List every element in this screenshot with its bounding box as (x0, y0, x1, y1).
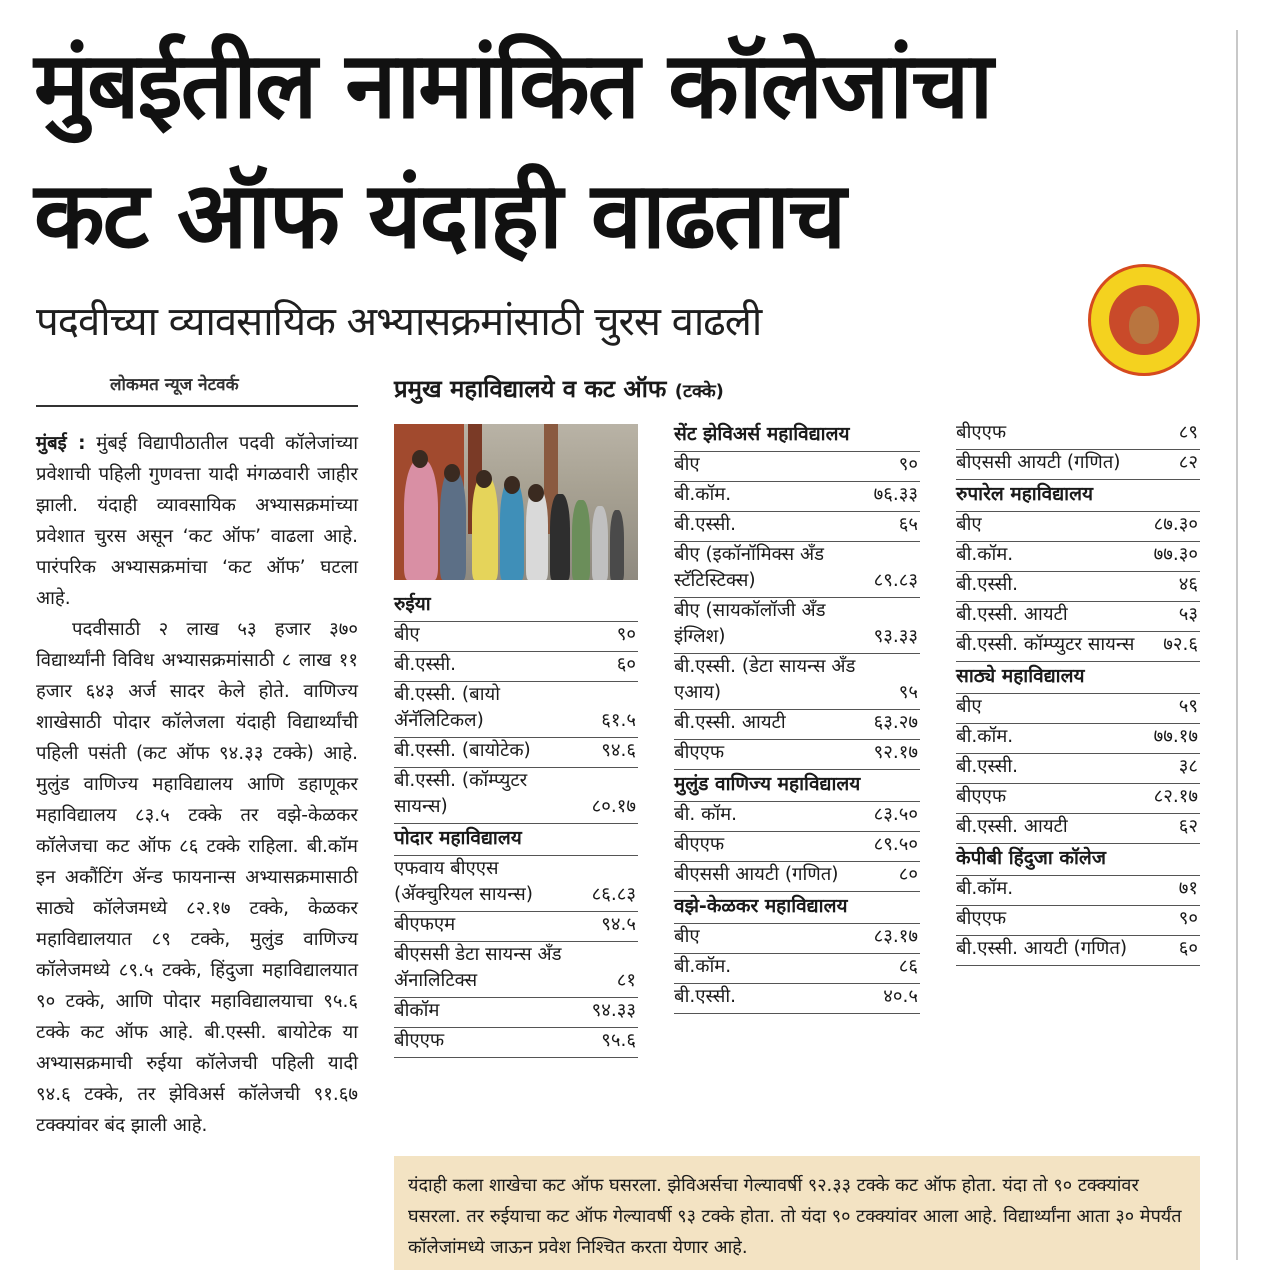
course-name: बीए (सायकॉलॉजी अँड इंग्लिश) (674, 600, 826, 647)
cutoff-value: ९३.३३ (873, 626, 918, 647)
cutoff-value: ६५ (898, 514, 918, 535)
cutoff-value: ९० (616, 624, 636, 645)
course-name: बी.एस्सी. आयटी (956, 816, 1068, 837)
cutoff-row (956, 542, 1200, 572)
cutoff-row (956, 754, 1200, 784)
course-name: बी.कॉम. (956, 878, 1014, 899)
students-queue-photo (394, 424, 638, 580)
course-name: बी.एस्सी. (674, 514, 737, 535)
course-name: बीए (इकॉनॉमिक्स अँड स्टॅटिस्टिक्स) (674, 544, 825, 591)
cutoff-row (956, 572, 1200, 602)
course-name: बी.एस्सी. आयटी (गणित) (956, 938, 1128, 959)
course-name: बी.एस्सी. (बायोटेक) (394, 740, 531, 761)
cutoff-row (394, 652, 638, 682)
cutoff-row (674, 802, 920, 832)
cutoff-row (674, 924, 920, 954)
article-paragraph-2: पदवीसाठी २ लाख ५३ हजार ३७० विद्यार्थ्यांनी विविध अभ्यासक्रमांसाठी ८ लाख ११ हजार ६४३ अर्ज सादर केले होते. वाणिज्य शाखेसाठी पोदार कॉलेजला यंदाही विद्यार्थ्यांची पहिली पसंती (कट ऑफ ९४.३३ टक्के) आहे. मुलुंड वाणिज्य महाविद्यालय आणि डहाणूकर महाविद्यालय ८३.५ टक्के तर वझे-केळकर कॉलेजचा कट ऑफ ८६ टक्के राहिला. बी.कॉम इन अकौंटिंग ॲन्ड फायनान्स अभ्यासक्रमासाठी साठ्ये कॉलेजमध्ये ८२.१७ टक्के, केळकर महाविद्यालयात ८९ टक्के, मुलुंड वाणिज्य कॉलेजमध्ये ८९.५ टक्के, हिंदुजा महाविद्यालयात ९० टक्के, आणि पोदार महाविद्यालयाचा ९५.६ टक्के कट ऑफ आहे. बी.एस्सी. बायोटेक या अभ्यासक्रमाची रुईया कॉलेजची पहिली यादी ९४.६ टक्के, तर झेविअर्स कॉलेजची ९१.६७ टक्क्यांवर बंद झाली आहे. (36, 619, 358, 1136)
cutoff-table-column-2 (674, 420, 920, 1014)
course-name: बीएएफ (956, 908, 1007, 929)
cutoff-value: ९० (898, 454, 918, 475)
cutoff-row (394, 1028, 638, 1058)
course-name: बीएससी डेटा सायन्स अँड ॲनालिटिक्स (394, 944, 562, 991)
cutoff-row (674, 542, 920, 598)
cutoff-value: ८६ (898, 956, 918, 977)
course-name: बी.एस्सी. कॉम्प्युटर सायन्स (956, 634, 1135, 655)
cutoff-row (956, 936, 1200, 966)
cutoff-row (674, 598, 920, 654)
table-title (394, 372, 724, 405)
cutoff-row (956, 632, 1200, 662)
course-name: बी.एस्सी. (कॉम्प्युटर सायन्स) (394, 770, 528, 817)
college-heading: वझे-केळकर महाविद्यालय (674, 892, 920, 924)
course-name: बीए (956, 696, 982, 717)
cutoff-row (674, 710, 920, 740)
cutoff-value: ८० (898, 864, 918, 885)
course-name: बीएएफ (956, 422, 1007, 443)
cutoff-row (674, 862, 920, 892)
cutoff-row (956, 512, 1200, 542)
course-name: बी.एस्सी. आयटी (674, 712, 786, 733)
cutoff-table-column-1 (394, 590, 638, 1058)
course-name: बी.एस्सी. (956, 574, 1019, 595)
cutoff-row (956, 724, 1200, 754)
cutoff-value: ७७.१७ (1153, 726, 1198, 747)
cutoff-row (674, 984, 920, 1014)
cutoff-value: ६१.५ (601, 710, 636, 731)
cutoff-value: ८१ (616, 970, 636, 991)
cutoff-row (674, 482, 920, 512)
college-heading: सेंट झेविअर्स महाविद्यालय (674, 420, 920, 452)
cutoff-row (674, 512, 920, 542)
college-heading: साठ्ये महाविद्यालय (956, 662, 1200, 694)
cutoff-value: ९४.५ (601, 914, 636, 935)
cutoff-row (956, 784, 1200, 814)
course-name: बी.कॉम. (956, 726, 1014, 747)
cutoff-row (956, 602, 1200, 632)
course-name: बीए (956, 514, 982, 535)
cutoff-value: ८६.८३ (591, 884, 636, 905)
cutoff-row (956, 814, 1200, 844)
course-name: बीकॉम (394, 1000, 440, 1021)
course-name: बीए (674, 454, 700, 475)
cutoff-row (956, 420, 1200, 450)
cutoff-row (394, 912, 638, 942)
cutoff-value: ९५.६ (601, 1030, 636, 1051)
course-name: बी.एस्सी. (डेटा सायन्स अँड एआय) (674, 656, 856, 703)
page-edge-divider (1236, 30, 1238, 1260)
table-title-text: प्रमुख महाविद्यालये व कट ऑफ (394, 375, 667, 403)
cutoff-value: ४०.५ (883, 986, 918, 1007)
course-name: एफवाय बीएएस (ॲक्चुरियल सायन्स) (394, 858, 533, 905)
course-name: बीए (394, 624, 420, 645)
cutoff-row (394, 856, 638, 912)
article-paragraph-1 (36, 428, 358, 614)
course-name: बी.एस्सी. (बायो ॲनॅलिटिकल) (394, 684, 501, 731)
course-name: बीएएफ (394, 1030, 445, 1051)
headline-line-1: मुंबईतील नामांकित कॉलेजांचा (34, 32, 992, 139)
byline-divider (36, 405, 358, 407)
cutoff-value: ३८ (1178, 756, 1198, 777)
course-name: बीए (674, 926, 700, 947)
cutoff-row (674, 832, 920, 862)
cutoff-row (956, 450, 1200, 480)
cutoff-value: ७२.६ (1163, 634, 1198, 655)
cutoff-value: ६३.२७ (873, 712, 918, 733)
cutoff-table-column-3 (956, 420, 1200, 966)
cutoff-value: ७७.३० (1153, 544, 1198, 565)
cutoff-value: ८३.१७ (873, 926, 918, 947)
cutoff-row (394, 998, 638, 1028)
cutoff-row (674, 654, 920, 710)
course-name: बी.एस्सी. (394, 654, 457, 675)
cutoff-row (674, 954, 920, 984)
cutoff-value: ८२.१७ (1153, 786, 1198, 807)
course-name: बी.एस्सी. (956, 756, 1019, 777)
cutoff-value: ९५ (898, 682, 918, 703)
course-name: बी.कॉम. (674, 956, 732, 977)
cutoff-row (956, 906, 1200, 936)
article-body (36, 428, 358, 1141)
cutoff-value: ६२ (1178, 816, 1198, 837)
headline-line-2: कट ऑफ यंदाही वाढताच (34, 162, 845, 269)
college-heading: मुलुंड वाणिज्य महाविद्यालय (674, 770, 920, 802)
course-name: बीएएफ (674, 742, 725, 763)
subheadline: पदवीच्या व्यावसायिक अभ्यासक्रमांसाठी चुरस वाढली (36, 299, 762, 345)
course-name: बी. कॉम. (674, 804, 738, 825)
cutoff-value: ८३.५० (873, 804, 918, 825)
portrait-icon (1109, 285, 1179, 355)
dateline: मुंबई : (36, 433, 86, 454)
college-heading: रुईया (394, 590, 638, 622)
byline: लोकमत न्यूज नेटवर्क (110, 375, 239, 395)
cutoff-row (394, 768, 638, 824)
course-name: बी.एस्सी. (674, 986, 737, 1007)
author-badge-logo (1088, 264, 1200, 376)
course-name: बी.एस्सी. आयटी (956, 604, 1068, 625)
cutoff-row (394, 682, 638, 738)
cutoff-value: ८२ (1178, 452, 1198, 473)
course-name: बीएससी आयटी (गणित) (674, 864, 839, 885)
cutoff-value: ७१ (1178, 878, 1198, 899)
course-name: बीएससी आयटी (गणित) (956, 452, 1121, 473)
cutoff-value: ८७.३० (1153, 514, 1198, 535)
cutoff-row (674, 452, 920, 482)
cutoff-value: ९२.१७ (873, 742, 918, 763)
cutoff-row (674, 740, 920, 770)
college-heading: पोदार महाविद्यालय (394, 824, 638, 856)
course-name: बीएफएम (394, 914, 456, 935)
cutoff-value: ६० (1178, 938, 1198, 959)
course-name: बी.कॉम. (956, 544, 1014, 565)
cutoff-row (394, 738, 638, 768)
cutoff-row (394, 942, 638, 998)
cutoff-value: ४६ (1178, 574, 1198, 595)
note-box: यंदाही कला शाखेचा कट ऑफ घसरला. झेविअर्सचा गेल्यावर्षी ९२.३३ टक्के कट ऑफ होता. यंदा तो ९० टक्क्यांवर घसरला. तर रुईयाचा कट ऑफ गेल्यावर्षी ९३ टक्के होता. तो यंदा ९० टक्क्यांवर आला आहे. विद्यार्थ्यांना आता ३० मेपर्यंत कॉलेजांमध्ये जाऊन प्रवेश निश्चित करता येणार आहे. (394, 1156, 1200, 1270)
cutoff-value: ६० (616, 654, 636, 675)
cutoff-value: ८९.५० (873, 834, 918, 855)
course-name: बीएएफ (674, 834, 725, 855)
college-heading: केपीबी हिंदुजा कॉलेज (956, 844, 1200, 876)
cutoff-value: ५९ (1178, 696, 1198, 717)
cutoff-value: ५३ (1178, 604, 1198, 625)
course-name: बीएएफ (956, 786, 1007, 807)
cutoff-row (956, 694, 1200, 724)
cutoff-value: ८०.१७ (591, 796, 636, 817)
cutoff-value: ७६.३३ (873, 484, 918, 505)
cutoff-row (956, 876, 1200, 906)
cutoff-value: ९० (1178, 908, 1198, 929)
cutoff-value: ८९ (1178, 422, 1198, 443)
cutoff-value: ९४.६ (601, 740, 636, 761)
cutoff-value: ८९.८३ (873, 570, 918, 591)
table-title-unit: (टक्के) (674, 381, 724, 402)
cutoff-value: ९४.३३ (591, 1000, 636, 1021)
college-heading: रुपारेल महाविद्यालय (956, 480, 1200, 512)
article-paragraph-1-text: मुंबई विद्यापीठातील पदवी कॉलेजांच्या प्रवेशाची पहिली गुणवत्ता यादी मंगळवारी जाहीर झाली. यंदाही व्यावसायिक अभ्यासक्रमांच्या प्रवेशात चुरस असून ‘कट ऑफ’ वाढला आहे. पारंपरिक अभ्यासक्रमांचा ‘कट ऑफ’ घटला आहे. (36, 433, 358, 609)
course-name: बी.कॉम. (674, 484, 732, 505)
cutoff-row (394, 622, 638, 652)
